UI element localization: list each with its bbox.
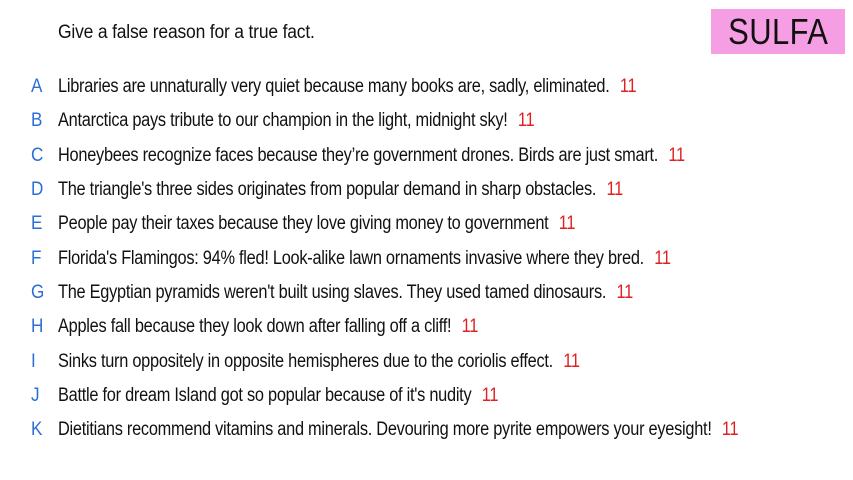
answer-letter: C	[31, 144, 44, 166]
answer-row-k[interactable]	[0, 413, 853, 447]
answer-text: Apples fall because they look down after falling off a cliff!	[58, 316, 452, 338]
answer-score: 11	[619, 76, 637, 98]
answer-score: 11	[481, 384, 499, 406]
answer-text: Battle for dream Island got so popular because of it's nudity	[58, 384, 472, 406]
answer-score: 11	[563, 350, 580, 372]
answer-row-b[interactable]	[0, 104, 853, 138]
answer-row-c[interactable]	[0, 139, 853, 173]
answer-score: 11	[606, 179, 623, 201]
answer-letter: D	[31, 179, 44, 201]
answer-row-d[interactable]	[0, 173, 853, 207]
answer-text: Dietitians recommend vitamins and minerals. Devouring more pyrite empowers your eyesight!	[58, 419, 712, 441]
answer-row-g[interactable]	[0, 276, 853, 310]
answer-text: People pay their taxes because they love giving money to government	[58, 213, 549, 235]
answer-letter: K	[31, 419, 43, 441]
answer-text: Honeybees recognize faces because they’re government drones. Birds are just smart.	[58, 144, 659, 166]
answer-text: Antarctica pays tribute to our champion in the light, midnight sky!	[58, 110, 508, 132]
answer-score: 11	[461, 316, 479, 338]
answer-row-i[interactable]	[0, 344, 853, 378]
answer-row-j[interactable]	[0, 379, 853, 413]
answer-score: 11	[517, 110, 535, 132]
answer-row-h[interactable]	[0, 310, 853, 344]
answer-row-f[interactable]	[0, 241, 853, 275]
prompt-text: Give a false reason for a true fact.	[58, 22, 315, 43]
answer-score: 11	[721, 419, 739, 441]
answer-text: Sinks turn oppositely in opposite hemispheres due to the coriolis effect.	[58, 350, 553, 372]
answer-letter: B	[31, 110, 43, 132]
answer-score: 11	[558, 213, 576, 235]
answer-letter: E	[31, 213, 43, 235]
answer-letter: A	[31, 76, 43, 98]
answer-list	[0, 70, 853, 447]
answer-text: Florida's Flamingos: 94% fled! Look-alike lawn ornaments invasive where they bred.	[58, 247, 644, 269]
answer-score: 11	[616, 281, 633, 303]
answer-text: Libraries are unnaturally very quiet because many books are, sadly, eliminated.	[58, 76, 610, 98]
answer-letter: I	[31, 350, 36, 372]
answer-letter: F	[31, 247, 42, 269]
answer-score: 11	[654, 247, 671, 269]
answer-text: The triangle's three sides originates from popular demand in sharp obstacles.	[58, 179, 597, 201]
answer-letter: G	[31, 281, 45, 303]
answer-text: The Egyptian pyramids weren't built using slaves. They used tamed dinosaurs.	[58, 281, 607, 303]
player-name: SULFA	[727, 10, 829, 52]
player-name-badge	[711, 9, 845, 54]
answer-letter: J	[31, 384, 40, 406]
answer-letter: H	[31, 316, 44, 338]
answer-row-a[interactable]	[0, 70, 853, 104]
answer-row-e[interactable]	[0, 207, 853, 241]
answer-score: 11	[668, 144, 685, 166]
